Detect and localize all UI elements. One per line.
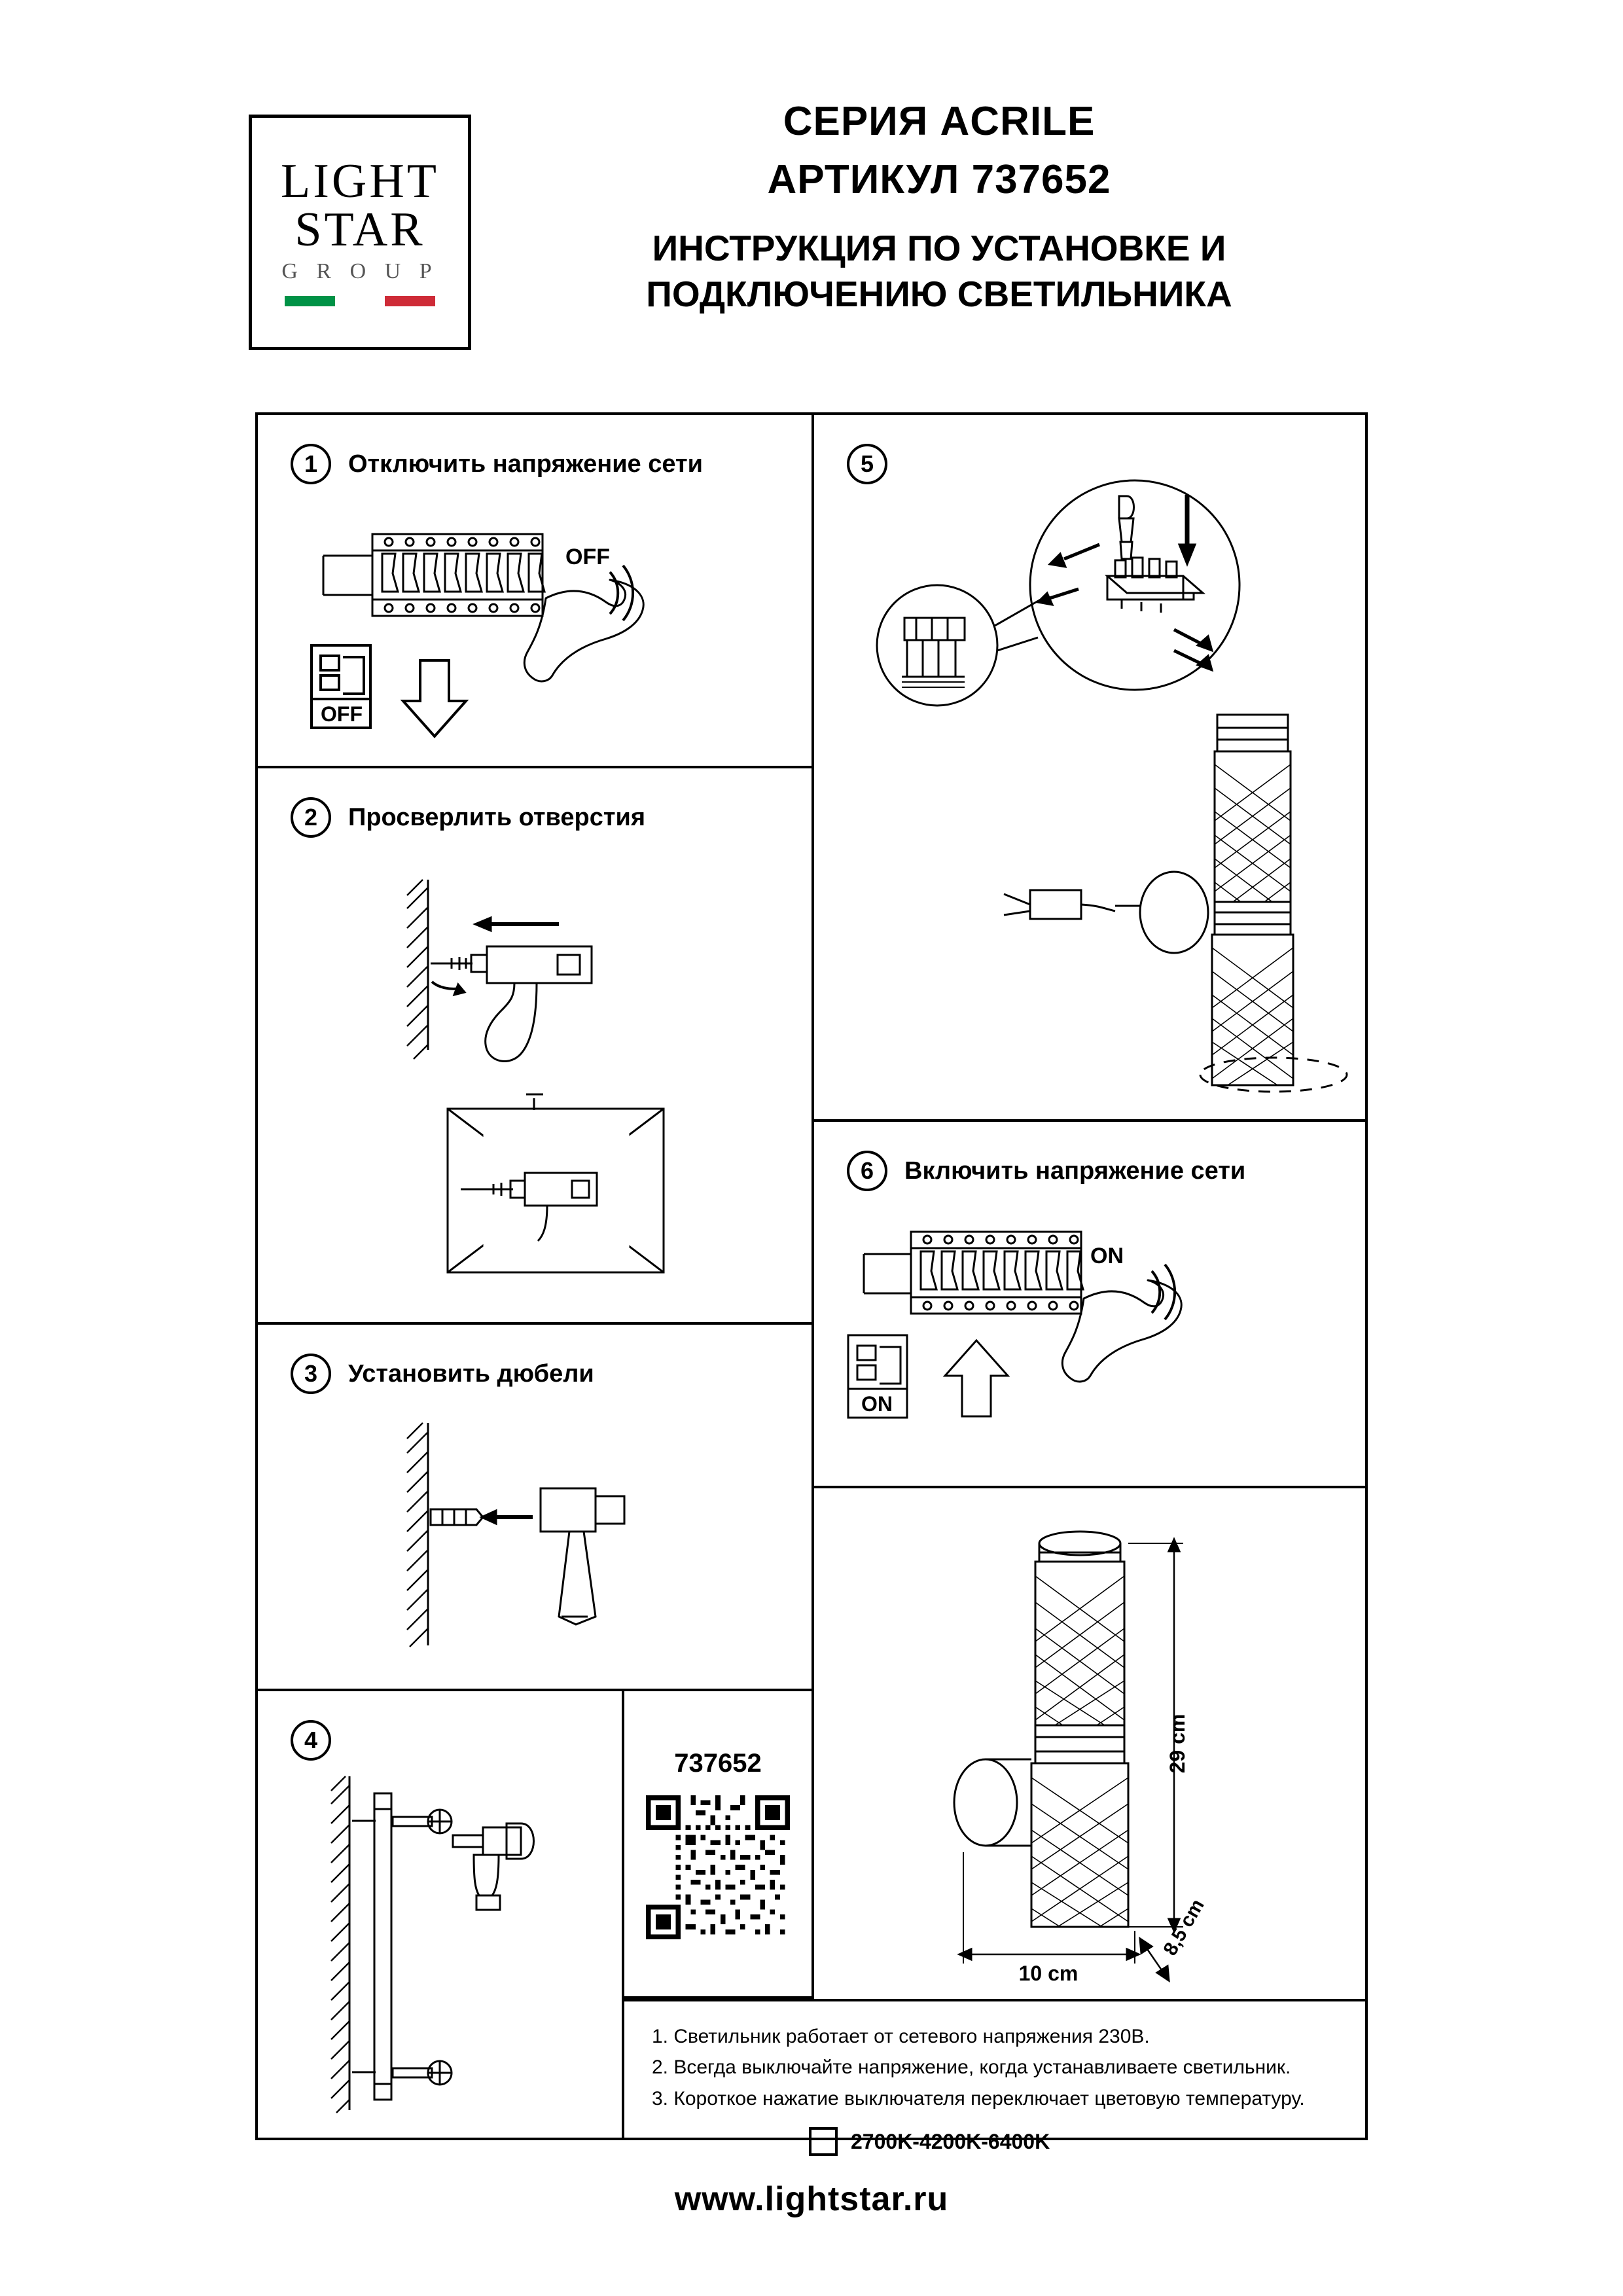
italian-flag-icon bbox=[285, 296, 435, 306]
step-6-number: 6 bbox=[847, 1151, 887, 1191]
qr-article-number: 737652 bbox=[674, 1748, 762, 1778]
step-3-illustration bbox=[297, 1410, 794, 1685]
step-3-cell bbox=[258, 1325, 814, 1691]
step-6-illustration bbox=[834, 1200, 1351, 1475]
svg-text:ON: ON bbox=[1090, 1244, 1124, 1268]
step-1-header bbox=[291, 444, 703, 484]
notes-block bbox=[652, 2025, 1385, 2156]
step-2-title: Просверлить отверстия bbox=[348, 803, 646, 831]
logo-word-light: LIGHT bbox=[281, 154, 439, 208]
color-temperature-row bbox=[809, 2127, 1385, 2156]
title-line-2: ПОДКЛЮЧЕНИЮ СВЕТИЛЬНИКА bbox=[646, 274, 1232, 315]
step-1-cell bbox=[258, 415, 814, 768]
dimensions-illustration bbox=[866, 1515, 1338, 1986]
step-3-header bbox=[291, 1354, 594, 1394]
step-2-illustration bbox=[297, 853, 794, 1312]
step-1-illustration bbox=[297, 493, 794, 755]
step-4-illustration bbox=[271, 1757, 611, 2130]
svg-text:10 cm: 10 cm bbox=[1018, 1962, 1079, 1985]
qr-cell bbox=[624, 1691, 814, 1999]
qr-code-icon bbox=[646, 1795, 790, 1939]
brand-logo bbox=[249, 115, 471, 350]
step-5-illustration bbox=[834, 454, 1351, 1109]
note-line-1: 1. Светильник работает от сетевого напряжения 230В. bbox=[652, 2026, 1150, 2047]
note-line-3: 3. Короткое нажатие выключателя переключает цветовую температуру. bbox=[652, 2087, 1305, 2109]
header-text-block bbox=[497, 98, 1381, 317]
svg-text:8,5 cm: 8,5 cm bbox=[1159, 1895, 1209, 1960]
notes-cell bbox=[624, 1999, 1368, 2153]
document-header bbox=[249, 98, 1381, 373]
note-line-2: 2. Всегда выключайте напряжение, когда устанавливаете светильник. bbox=[652, 2056, 1291, 2079]
svg-text:29 cm: 29 cm bbox=[1166, 1713, 1189, 1774]
footer-website[interactable]: www.lightstar.ru bbox=[674, 2180, 949, 2218]
logo-word-group: G R O U P bbox=[281, 259, 438, 284]
step-3-title: Установить дюбели bbox=[348, 1359, 594, 1388]
title-line-1: ИНСТРУКЦИЯ ПО УСТАНОВКЕ И bbox=[652, 228, 1226, 268]
step-2-header bbox=[291, 797, 645, 838]
step-6-header bbox=[847, 1151, 1245, 1191]
instruction-grid bbox=[255, 412, 1368, 2153]
svg-text:ON: ON bbox=[861, 1392, 893, 1416]
series-line: СЕРИЯ ACRILE bbox=[783, 99, 1096, 144]
svg-text:OFF: OFF bbox=[565, 545, 610, 569]
step-5-number: 5 bbox=[847, 444, 887, 484]
step-2-cell bbox=[258, 768, 814, 1325]
svg-text:OFF: OFF bbox=[321, 702, 363, 726]
step-4-cell bbox=[258, 1691, 624, 2140]
temperature-swatch-icon bbox=[809, 2127, 838, 2156]
article-line: АРТИКУЛ 737652 bbox=[767, 157, 1111, 202]
step-5-cell bbox=[814, 415, 1368, 1122]
temperature-values: 2700K-4200K-6400K bbox=[851, 2129, 1050, 2153]
step-6-cell bbox=[814, 1122, 1368, 1488]
step-4-number: 4 bbox=[291, 1720, 331, 1761]
step-2-number: 2 bbox=[291, 797, 331, 838]
step-1-title: Отключить напряжение сети bbox=[348, 450, 703, 478]
step-1-number: 1 bbox=[291, 444, 331, 484]
step-3-number: 3 bbox=[291, 1354, 331, 1394]
step-6-title: Включить напряжение сети bbox=[904, 1157, 1246, 1185]
logo-word-star: STAR bbox=[294, 203, 425, 257]
dimensions-cell bbox=[814, 1488, 1368, 1999]
step-4-header bbox=[291, 1720, 331, 1761]
